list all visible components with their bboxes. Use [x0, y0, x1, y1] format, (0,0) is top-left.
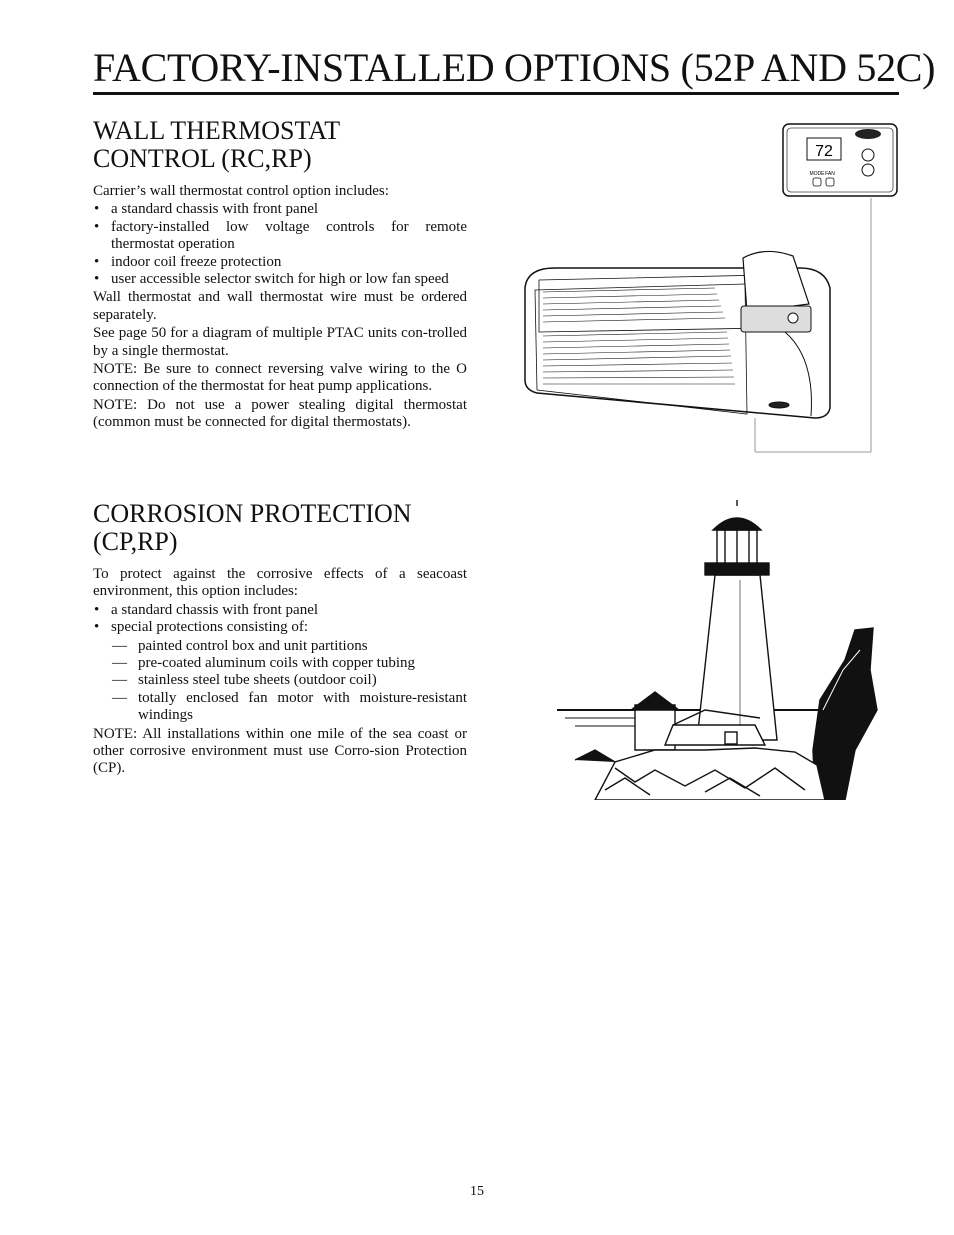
list-item: — totally enclosed fan motor with moisture-resistant windings [93, 690, 467, 725]
wall-thermostat-note1: NOTE: Be sure to connect reversing valve wiring to the O connection of the thermostat for heat pump applications. [93, 361, 467, 395]
list-item: • a standard chassis with front panel [93, 201, 467, 218]
list-item: — pre-coated aluminum coils with copper tubing [93, 655, 467, 672]
thermostat-display-temperature: 72 [815, 143, 833, 160]
page-number: 15 [470, 1184, 484, 1199]
list-item: • indoor coil freeze protection [93, 254, 467, 271]
corrosion-section [93, 500, 467, 779]
thermostat-mode-label: MODE [809, 171, 825, 177]
list-item: • a standard chassis with front panel [93, 602, 467, 619]
wall-thermostat-heading-line1: WALL THERMOSTAT [93, 116, 341, 145]
wall-thermostat-section [93, 117, 467, 433]
page-title: FACTORY-INSTALLED OPTIONS (52P AND 52C) [93, 45, 936, 90]
wall-thermostat-heading-line2: CONTROL (RC,RP) [93, 144, 312, 173]
ptac-unit-figure [525, 251, 830, 418]
corrosion-sub-items [93, 638, 467, 725]
thermostat-figure [783, 124, 897, 196]
wall-thermostat-heading [93, 117, 467, 173]
wall-thermostat-para1: Wall thermostat and wall thermostat wire must be ordered separately. [93, 289, 467, 323]
title-rule [93, 92, 899, 95]
corrosion-bullets [93, 602, 467, 637]
list-item: • special protections consisting of: [93, 619, 467, 636]
corrosion-heading-line2: (CP,RP) [93, 527, 178, 556]
thermostat-fan-label: FAN [825, 171, 835, 177]
list-item: — painted control box and unit partitions [93, 638, 467, 655]
list-item: • factory-installed low voltage controls for remote thermostat operation [93, 219, 467, 254]
list-item: — stainless steel tube sheets (outdoor coil) [93, 672, 467, 689]
wall-thermostat-note2: NOTE: Do not use a power stealing digital thermostat (common must be connected for digital thermostats). [93, 396, 467, 431]
corrosion-intro: To protect against the corrosive effects of a seacoast environment, this option includes: [93, 566, 467, 600]
ptac-thermostat-illustration [515, 118, 905, 458]
list-item: • user accessible selector switch for high or low fan speed [93, 271, 467, 288]
wall-thermostat-bullets [93, 201, 467, 288]
wall-thermostat-intro: Carrier’s wall thermostat control option includes: [93, 183, 389, 199]
corrosion-heading [93, 500, 467, 556]
corrosion-heading-line1: CORROSION PROTECTION [93, 499, 412, 528]
corrosion-note: NOTE: All installations within one mile of the sea coast or other corrosive environment must use Corro-sion Protection (CP). [93, 725, 467, 777]
lighthouse-illustration [555, 500, 885, 800]
wall-thermostat-para2: See page 50 for a diagram of multiple PTAC units con-trolled by a single thermostat. [93, 325, 467, 359]
